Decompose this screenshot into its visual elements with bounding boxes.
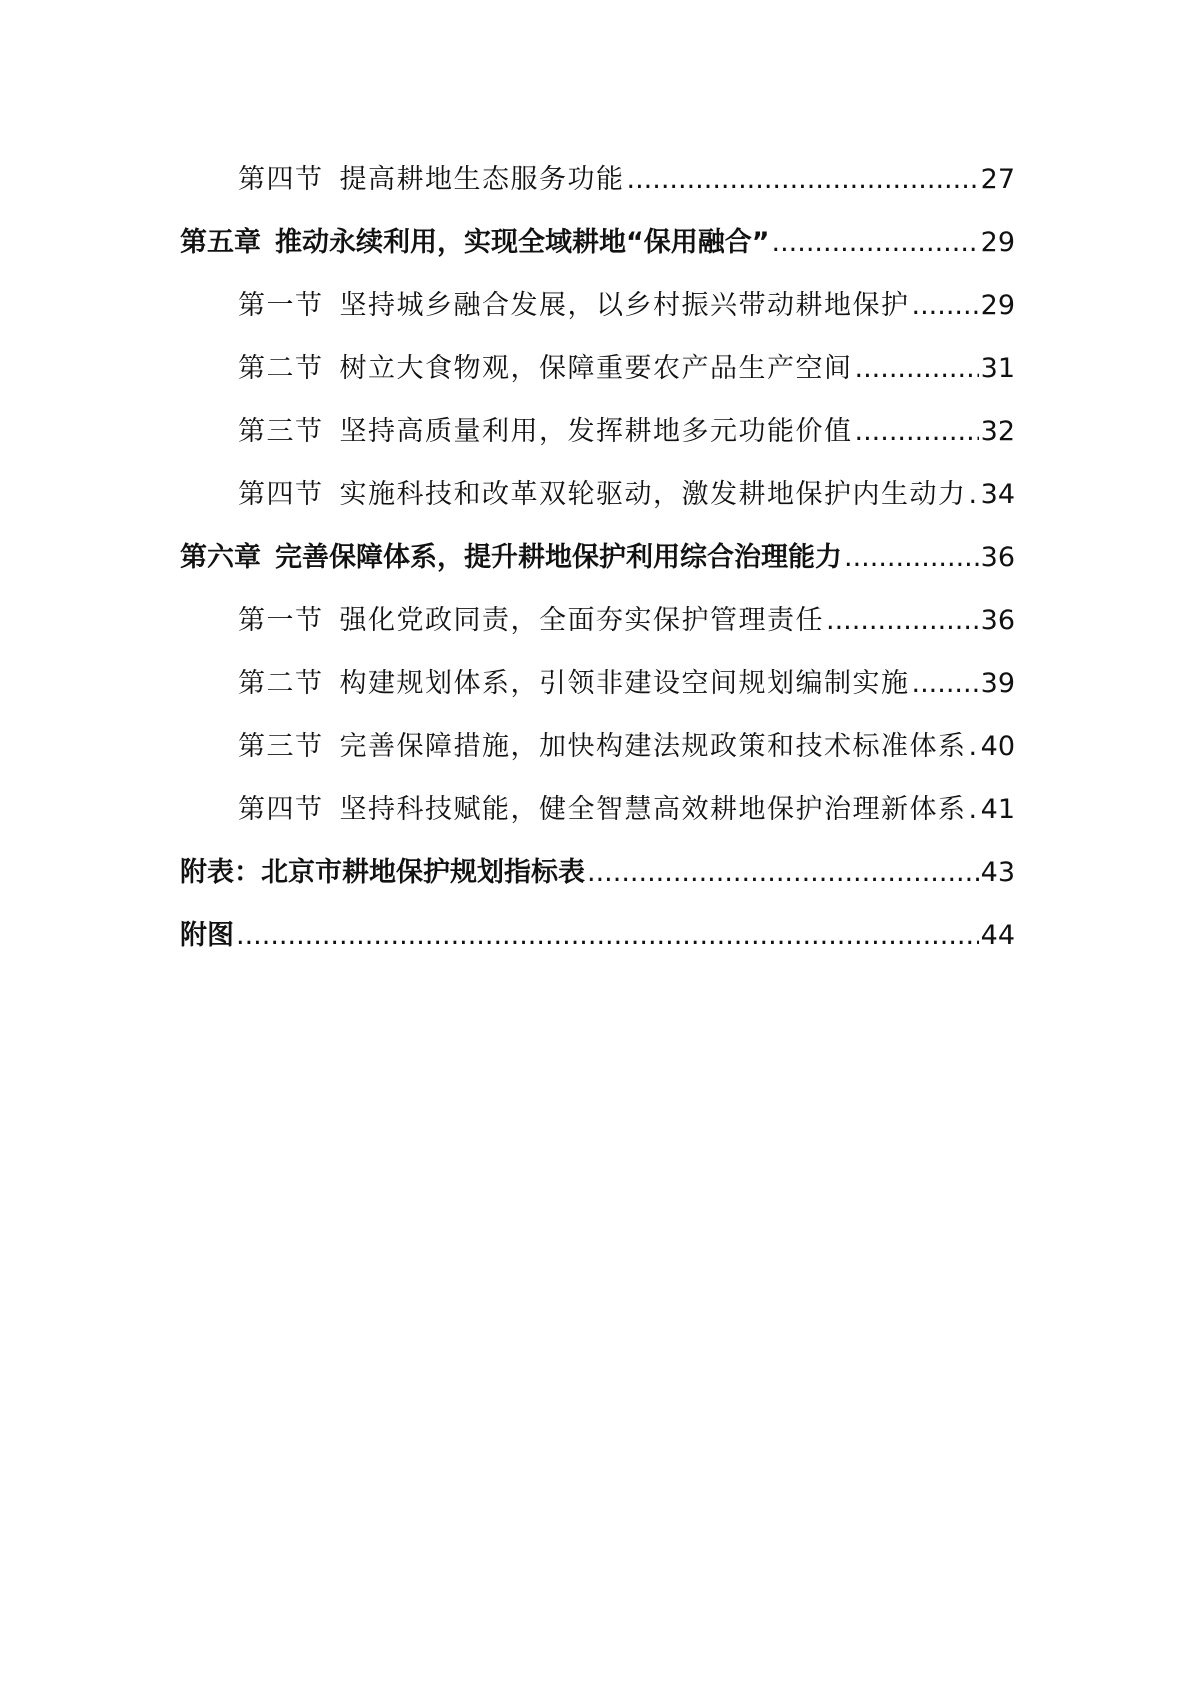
toc-entry-title [238, 652, 910, 715]
toc-entry-number: 第三节 [238, 731, 324, 762]
toc-page-number: 41 [980, 794, 1015, 825]
toc-entry-text: 完善保障措施，加快构建法规政策和技术标准体系 [339, 731, 967, 762]
toc-dot-leader [969, 463, 979, 526]
toc-entry-section[interactable] [180, 589, 1015, 652]
toc-dot-leader [855, 337, 979, 400]
toc-entry-number: 第四节 [238, 479, 324, 510]
toc-dot-leader [969, 715, 979, 778]
toc-entry-title [238, 463, 967, 526]
toc-entry-section[interactable] [180, 778, 1015, 841]
toc-entry-title [238, 274, 910, 337]
toc-entry-section[interactable] [180, 274, 1015, 337]
toc-entry-text: 坚持城乡融合发展，以乡村振兴带动耕地保护 [339, 290, 910, 321]
toc-page-number: 29 [980, 290, 1015, 321]
toc-entry-section[interactable] [180, 400, 1015, 463]
toc-dot-leader [912, 274, 979, 337]
toc-entry-chapter[interactable] [180, 526, 1015, 589]
toc-page-number: 39 [980, 668, 1015, 699]
toc-entry-title [180, 211, 770, 274]
toc-entry-section[interactable] [180, 148, 1015, 211]
toc-entry-number: 第四节 [238, 794, 324, 825]
toc-entry-text: 完善保障体系，提升耕地保护利用综合治理能力 [275, 542, 842, 573]
toc-entry-number: 第二节 [238, 668, 324, 699]
toc-entry-section[interactable] [180, 715, 1015, 778]
toc-page-number: 32 [980, 416, 1015, 447]
toc-page-number: 36 [980, 542, 1015, 573]
toc-entry-text: 坚持高质量利用，发挥耕地多元功能价值 [339, 416, 853, 447]
toc-entry-text: 附表：北京市耕地保护规划指标表 [180, 857, 585, 888]
toc-dot-leader [969, 778, 979, 841]
toc-entry-text: 强化党政同责，全面夯实保护管理责任 [339, 605, 824, 636]
toc-page-number: 34 [980, 479, 1015, 510]
toc-entry-text: 坚持科技赋能，健全智慧高效耕地保护治理新体系 [339, 794, 967, 825]
toc-dot-leader [826, 589, 979, 652]
toc-page-number: 40 [980, 731, 1015, 762]
toc-dot-leader [912, 652, 979, 715]
toc-entry-number: 第三节 [238, 416, 324, 447]
toc-entry-text: 构建规划体系，引领非建设空间规划编制实施 [339, 668, 910, 699]
toc-entry-number: 第四节 [238, 164, 324, 195]
toc-entry-title [238, 400, 853, 463]
toc-entry-section[interactable] [180, 652, 1015, 715]
toc-entry-appendix-table[interactable] [180, 841, 1015, 904]
toc-entry-title [238, 148, 625, 211]
toc-entry-text: 实施科技和改革双轮驱动，激发耕地保护内生动力 [339, 479, 967, 510]
toc-page-number: 31 [980, 353, 1015, 384]
toc-page-number: 27 [980, 164, 1015, 195]
toc-dot-leader [772, 211, 979, 274]
table-of-contents [180, 148, 1015, 967]
toc-page-number: 43 [980, 857, 1015, 888]
toc-entry-section[interactable] [180, 463, 1015, 526]
toc-entry-title [180, 841, 585, 904]
toc-dot-leader [587, 841, 979, 904]
toc-entry-text: 推动永续利用，实现全域耕地“保用融合” [275, 227, 770, 258]
toc-entry-title [238, 589, 824, 652]
toc-entry-section[interactable] [180, 337, 1015, 400]
toc-entry-title [238, 715, 967, 778]
toc-dot-leader [236, 904, 979, 967]
toc-entry-title [238, 778, 967, 841]
toc-dot-leader [855, 400, 979, 463]
toc-entry-title [180, 904, 234, 967]
toc-dot-leader [627, 148, 979, 211]
toc-page-number: 44 [980, 920, 1015, 951]
toc-page-number: 36 [980, 605, 1015, 636]
toc-entry-appendix-map[interactable] [180, 904, 1015, 967]
toc-entry-text: 附图 [180, 920, 234, 951]
toc-entry-chapter[interactable] [180, 211, 1015, 274]
toc-dot-leader [844, 526, 979, 589]
toc-page-number: 29 [980, 227, 1015, 258]
toc-entry-number: 第六章 [180, 542, 261, 573]
toc-entry-number: 第二节 [238, 353, 324, 384]
toc-entry-title [238, 337, 853, 400]
toc-entry-text: 树立大食物观，保障重要农产品生产空间 [339, 353, 853, 384]
toc-entry-text: 提高耕地生态服务功能 [339, 164, 625, 195]
toc-entry-number: 第一节 [238, 290, 324, 321]
toc-entry-number: 第五章 [180, 227, 261, 258]
toc-entry-number: 第一节 [238, 605, 324, 636]
toc-entry-title [180, 526, 842, 589]
